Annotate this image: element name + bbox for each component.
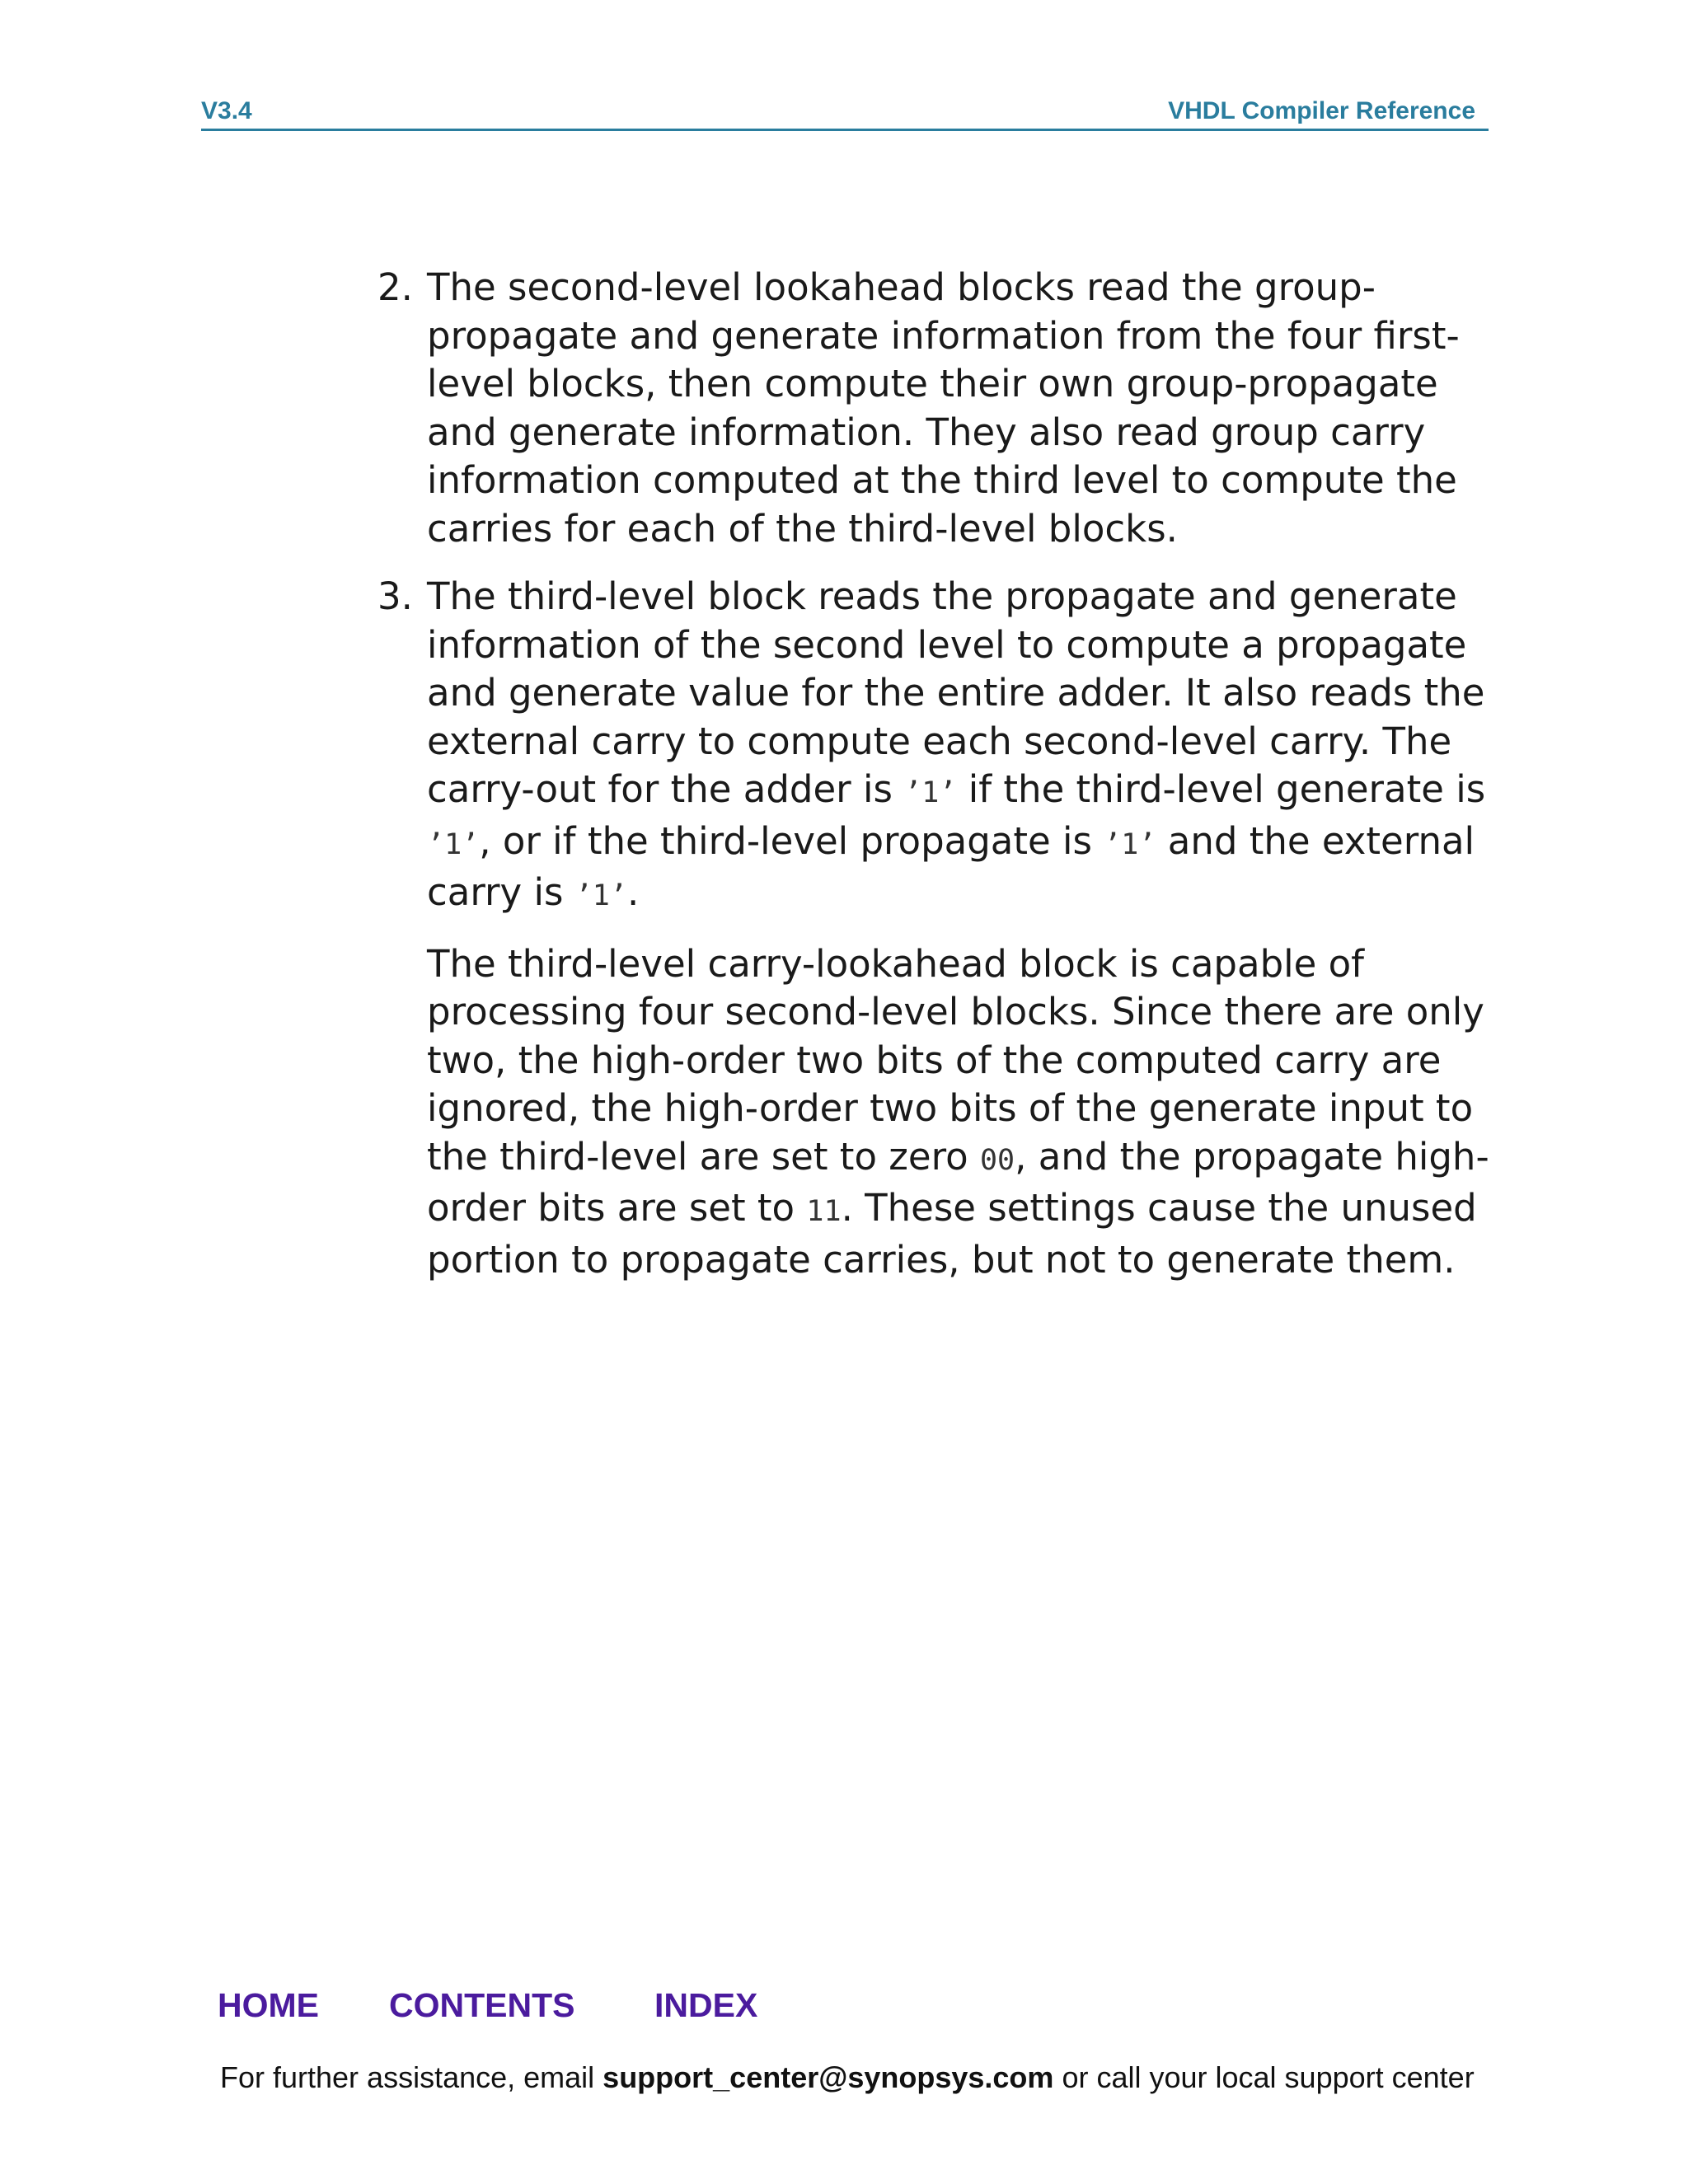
list-number: 3. (377, 574, 413, 618)
text-segment: if the third-level generate is (956, 767, 1486, 811)
body-paragraph (377, 940, 1490, 1285)
text-segment: , and the propagate high-order bits are set to (427, 1134, 1489, 1230)
contents-link[interactable]: CONTENTS (389, 1986, 575, 2024)
code-literal: ’1’ (904, 776, 957, 809)
list-text (427, 573, 1490, 921)
index-link[interactable]: INDEX (654, 1986, 758, 2024)
code-literal: ’1’ (1104, 827, 1156, 861)
document-title: VHDL Compiler Reference (1168, 97, 1475, 124)
support-email-link[interactable]: support_center@synopsys.com (603, 2060, 1054, 2094)
code-literal: 00 (979, 1143, 1015, 1177)
home-link[interactable]: HOME (218, 1986, 319, 2024)
list-text: The second-level lookahead blocks read the group-propagate and generate information from the four first-level blocks, then compute their own group-propagate and generate information. They also read group carry information computed at the third level to compute the carries for each of the third-level blocks. (427, 265, 1460, 551)
list-number: 2. (377, 265, 413, 309)
main-content (377, 264, 1490, 1284)
text-segment: The third-level block reads the propagate and generate information of the second level to compute a propagate and generate value for the entire adder. It also reads the external carry to compute each second-level carry. The carry-out for the adder is (427, 574, 1485, 811)
text-segment: . These settings cause the unused portion to propagate carries, but not to generate them. (427, 1186, 1477, 1282)
support-footer (220, 2060, 1539, 2095)
code-literal: ’1’ (427, 827, 480, 861)
text-segment: . (626, 870, 640, 914)
code-literal: ’1’ (574, 879, 627, 912)
code-literal: 11 (806, 1195, 842, 1228)
list-item-3 (377, 573, 1490, 921)
footer-prefix: For further assistance, email (220, 2060, 603, 2094)
text-segment: , or if the third-level propagate is (479, 818, 1104, 863)
text-segment: and the external carry is (427, 818, 1475, 914)
list-item-2 (377, 264, 1490, 553)
footer-suffix: or call your local support center (1053, 2060, 1475, 2094)
version-label: V3.4 (201, 97, 252, 124)
page-header (201, 92, 1489, 131)
text-segment: The third-level carry-lookahead block is capable of processing four second-level blocks. Since there are only two, the high-order two bits of the computed carry are ignored, the high-order two bits of the generate input to the third-level are set to zero (427, 941, 1484, 1179)
